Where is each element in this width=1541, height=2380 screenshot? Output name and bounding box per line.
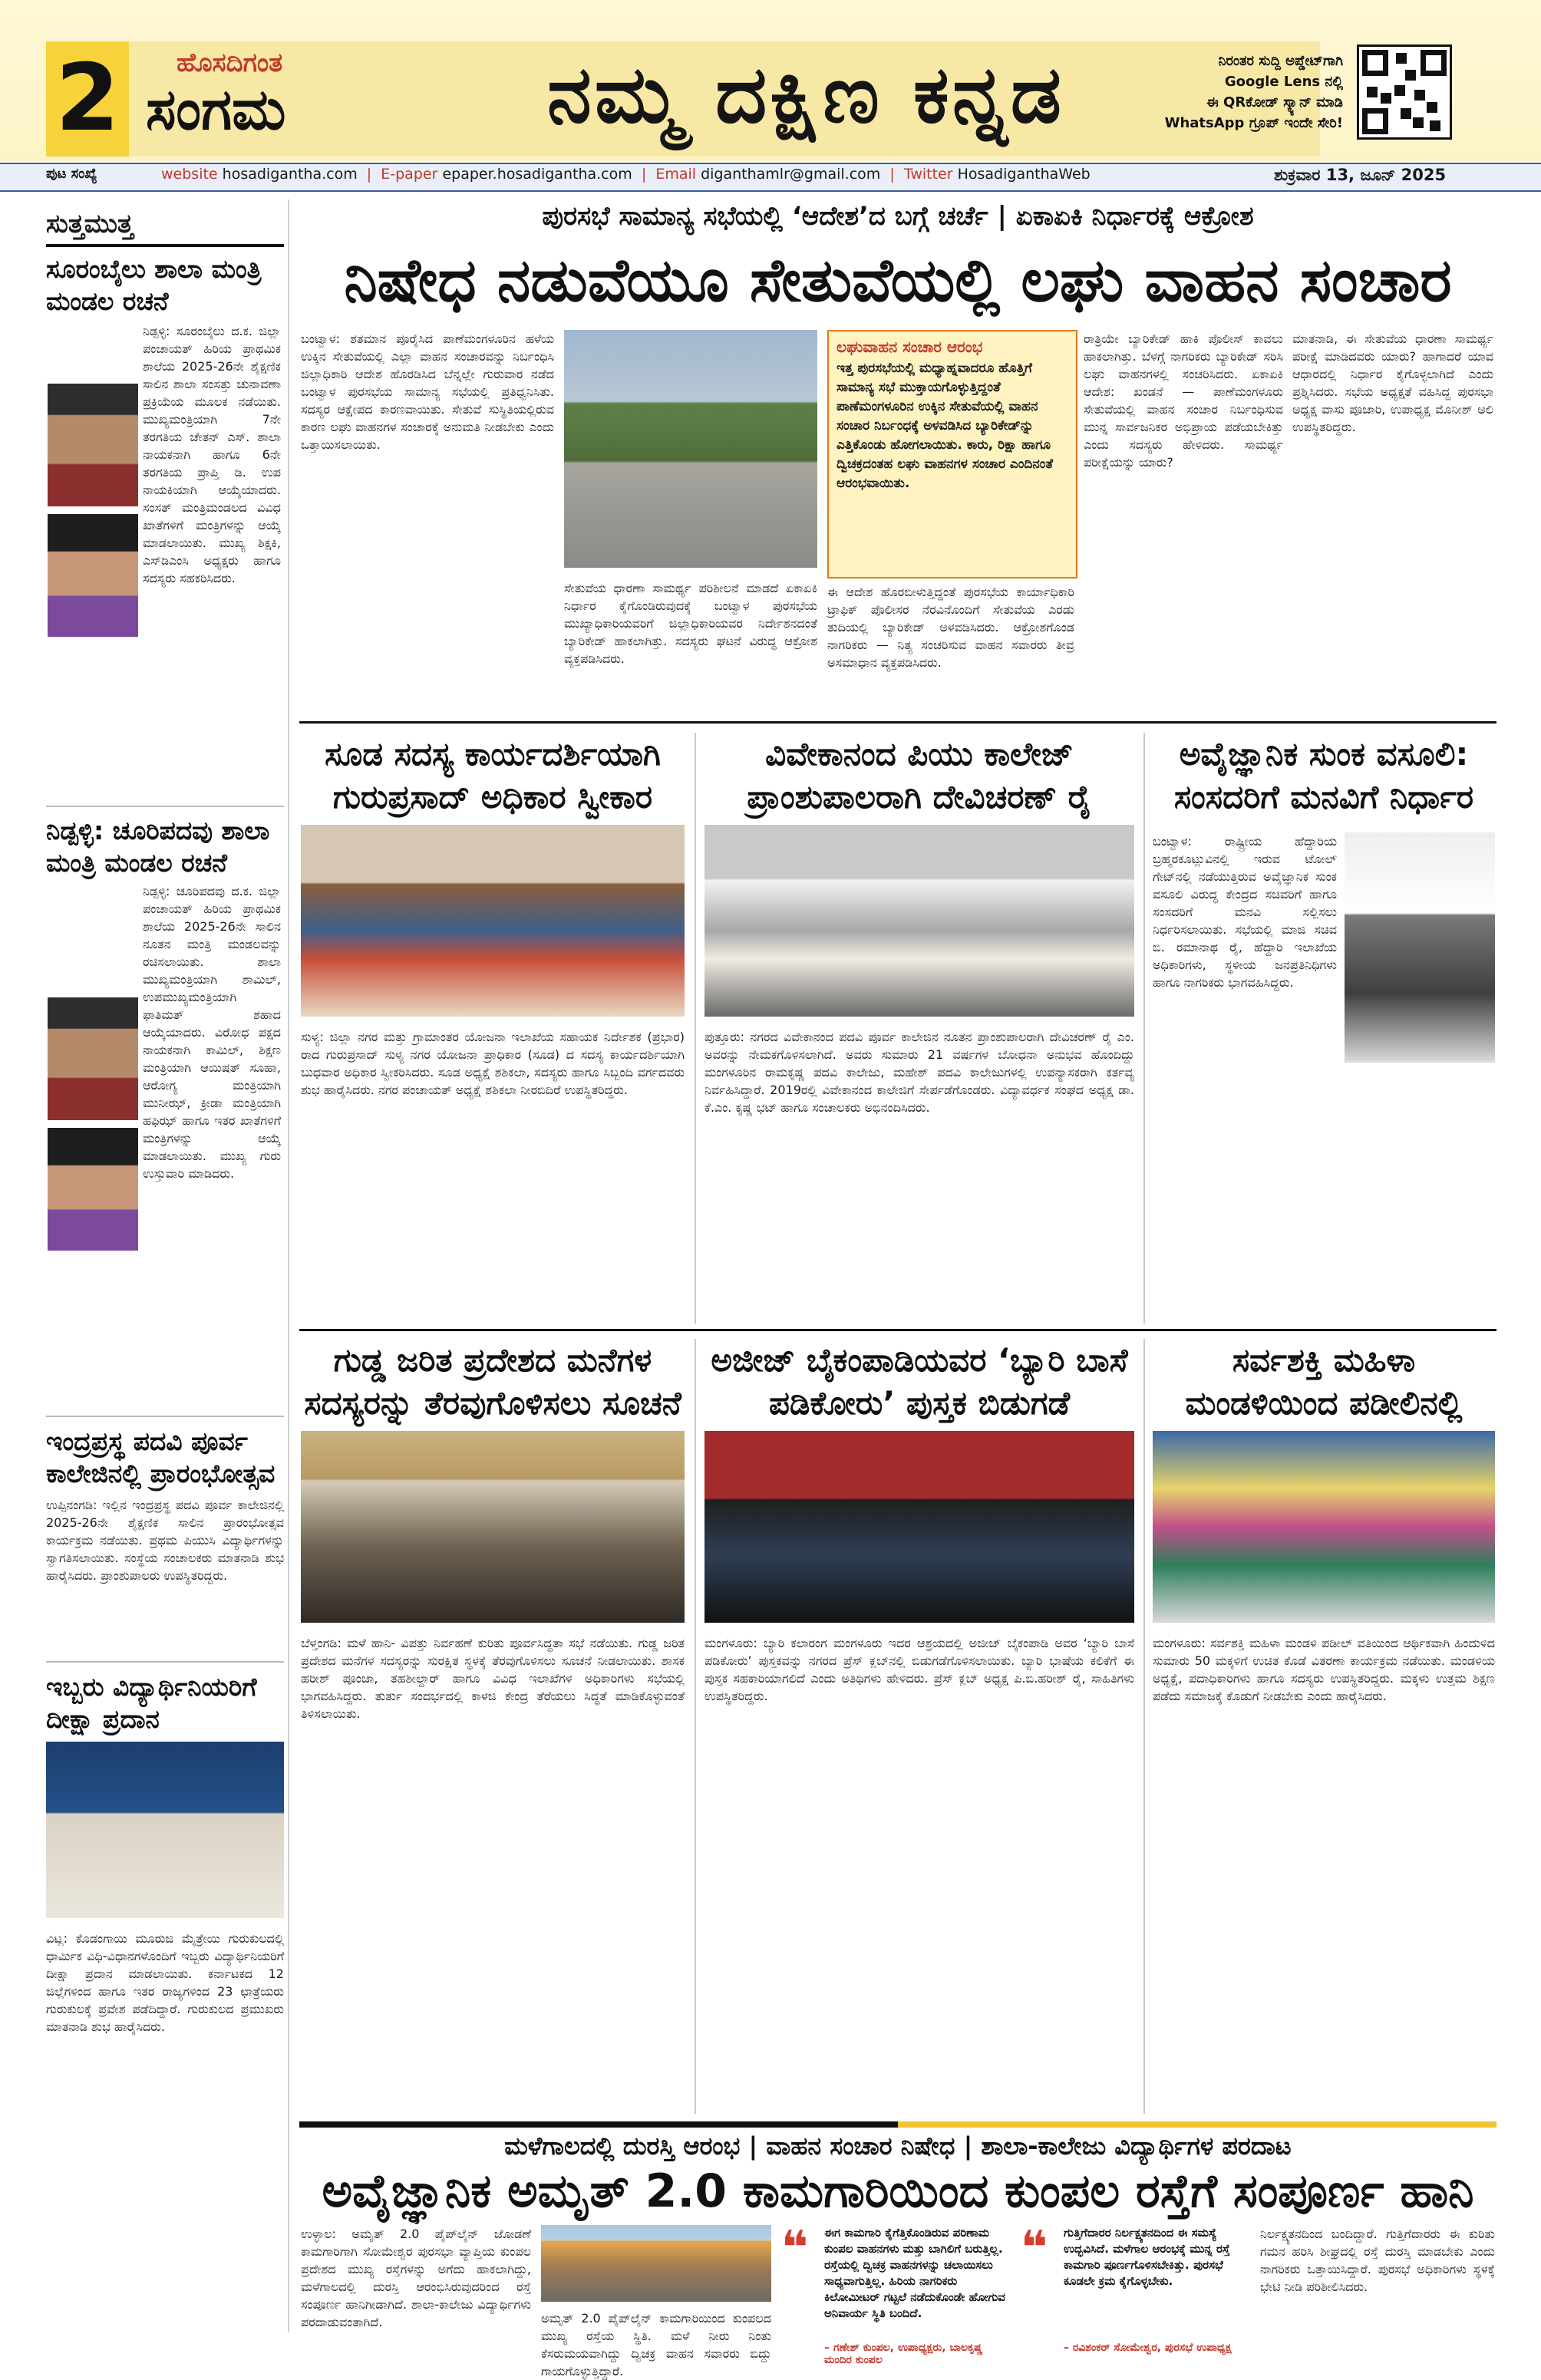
- sidebar-headline[interactable]: ನಿಡ್ಪಳ್ಳಿ: ಚೂರಿಪದವು ಶಾಲಾ ಮಂತ್ರಿ ಮಂಡಲ ರಚನೆ: [46, 816, 270, 878]
- divider: [46, 244, 284, 247]
- story-photo: [1345, 832, 1495, 1063]
- bridge-photo: [564, 330, 817, 568]
- contact-links: website hosadigantha.com | E-paper epaper.hosadigantha.com | Email diganthamlr@gmail.com | Twitter HosadiganthaWeb: [161, 166, 1091, 183]
- divider: [46, 1661, 284, 1663]
- quote-attribution: – ರವಿಶಂಕರ್ ಸೋಮೇಶ್ವರ, ಪುರಸಭೆ ಉಪಾಧ್ಯಕ್ಷ: [1064, 2342, 1232, 2354]
- student-photo: [48, 1128, 138, 1251]
- story-body: ಮಂಗಳೂರು: ಸರ್ವಶಕ್ತಿ ಮಹಿಳಾ ಮಂಡಳಿ ಪಡೀಲ್ ವತಿಯಿಂದ ಆರ್ಥಿಕವಾಗಿ ಹಿಂದುಳಿದ ಸುಮಾರು 50 ಮಕ್ಕಳಿಗೆ ಉಚಿತ ಕೊಡೆ ವಿತರಣಾ ಕಾರ್ಯಕ್ರಮ ನಡೆಯಿತು. ಮಂಡಳಿಯ ಅಧ್ಯಕ್ಷೆ, ಪದಾಧಿಕಾರಿಗಳು ಹಾಗೂ ಸದಸ್ಯರು ಉಪಸ್ಥಿತರಿದ್ದರು. ಮಕ್ಕಳು ಉತ್ತಮ ಶಿಕ್ಷಣ ಪಡೆದು ಸಮಾಜಕ್ಕೆ ಕೊಡುಗೆ ನೀಡಬೇಕು ಎಂದು ಹಾರೈಸಿದರು.: [1153, 1636, 1495, 1703]
- sidebar-story-body: ನಿಡ್ಪಳ್ಳಿ: ಚೂರಿಪದವು ದ.ಕ. ಜಿಲ್ಲಾ ಪಂಚಾಯತ್ ಹಿರಿಯ ಪ್ರಾಥಮಿಕ ಶಾಲೆಯ 2025-26ನೇ ಸಾಲಿನ ನೂತನ ಮಂತ್ರಿ ಮಂಡಲವನ್ನು ರಚಿಸಲಾಯಿತು. ಶಾಲಾ ಮುಖ್ಯಮಂತ್ರಿಯಾಗಿ ಶಾಮಿಲ್, ಉಪಮುಖ್ಯಮಂತ್ರಿಯಾಗಿ ಫಾತಿಮತ್ ಶಹಾದ ಆಯ್ಕೆಯಾದರು. ವಿರೋಧ ಪಕ್ಷದ ನಾಯಕನಾಗಿ ಕಾಮಿಲ್, ಶಿಕ್ಷಣ ಮಂತ್ರಿಯಾಗಿ ಆಯಿಷತ್ ಸೂಹಾ, ಆರೋಗ್ಯ ಮಂತ್ರಿಯಾಗಿ ಮುನೀಝ್, ಕ್ರೀಡಾ ಮಂತ್ರಿಯಾಗಿ ಹಫಿಝ್ ಹಾಗೂ ಇತರ ಖಾತೆಗಳಿಗೆ ಮಂತ್ರಿಗಳನ್ನು ಆಯ್ಕೆ ಮಾಡಲಾಯಿತು. ಮುಖ್ಯ ಗುರು ಉಸ್ತುವಾರಿ ಮಾಡಿದರು.: [143, 884, 281, 1181]
- quote-block: [1021, 2221, 1251, 2371]
- story-body: ಮಂಗಳೂರು: ಬ್ಯಾರಿ ಕಲಾರಂಗ ಮಂಗಳೂರು ಇದರ ಆಶ್ರಯದಲ್ಲಿ ಅಜೀಜ್ ಬೈಕಂಪಾಡಿ ಅವರ ‘ಬ್ಯಾರಿ ಬಾಸೆ ಪಡಿಕೋರು’ ಪುಸ್ತಕವನ್ನು ನಗರದ ಪ್ರೆಸ್ ಕ್ಲಬ್‌ನಲ್ಲಿ ಬಿಡುಗಡೆಗೊಳಿಸಲಾಯಿತು. ಬ್ಯಾರಿ ಭಾಷೆಯ ಕಲಿಕೆಗೆ ಈ ಪುಸ್ತಕ ಸಹಕಾರಿಯಾಗಲಿದೆ ಎಂದು ಅತಿಥಿಗಳು ಹೇಳಿದರು. ಪ್ರೆಸ್ ಕ್ಲಬ್ ಅಧ್ಯಕ್ಷ ಪಿ.ಬಿ.ಹರೀಶ್ ರೈ, ಸಾಹಿತಿಗಳು ಉಪಸ್ಥಿತರಿದ್ದರು.: [705, 1636, 1134, 1703]
- sidebar-headline[interactable]: ಸೂರಂಬೈಲು ಶಾಲಾ ಮಂತ್ರಿ ಮಂಡಲ ರಚನೆ: [46, 254, 262, 316]
- page-number: 2: [46, 41, 129, 157]
- lead-body-col: ಸೇತುವೆಯ ಧಾರಣಾ ಸಾಮರ್ಥ್ಯ ಪರಿಶೀಲನೆ ಮಾಡದೆ ಏಕಾಏಕಿ ನಿರ್ಧಾರ ಕೈಗೊಂಡಿರುವುದಕ್ಕೆ ಬಂಟ್ವಾಳ ಪುರಸಭೆಯ ಮುಖ್ಯಾಧಿಕಾರಿಯವರಿಗೆ ಜಿಲ್ಲಾಧಿಕಾರಿಯವರ ನಿರ್ದೇಶನದಂತೆ ಬ್ಯಾರಿಕೇಡ್ ಹಾಕಲಾಗಿತ್ತು. ಸದಸ್ಯರು ಘಟನೆ ವಿರುದ್ಧ ಆಕ್ರೋಶ ವ್ಯಕ್ತಪಡಿಸಿದರು.: [564, 581, 817, 666]
- lead-headline[interactable]: ನಿಷೇಧ ನಡುವೆಯೂ ಸೇತುವೆಯಲ್ಲಿ ಲಘು ವಾಹನ ಸಂಚಾರ: [344, 246, 1452, 315]
- sidebar-story-body: ಉಪ್ಪಿನಂಗಡಿ: ಇಲ್ಲಿನ ಇಂದ್ರಪ್ರಸ್ಥ ಪದವಿ ಪೂರ್ವ ಕಾಲೇಜಿನಲ್ಲಿ 2025-26ನೇ ಶೈಕ್ಷಣಿಕ ಸಾಲಿನ ಪ್ರಾರಂಭೋತ್ಸವ ಕಾರ್ಯಕ್ರಮ ನಡೆಯಿತು. ಪ್ರಥಮ ಪಿಯುಸಿ ವಿದ್ಯಾರ್ಥಿಗಳನ್ನು ಸ್ವಾಗತಿಸಲಾಯಿತು. ಸಂಸ್ಥೆಯ ಸಂಚಾಲಕರು ಮಾತನಾಡಿ ಶುಭ ಹಾರೈಸಿದರು. ಪ್ರಾಂಶುಪಾಲರು ಉಪಸ್ಥಿತರಿದ್ದರು.: [46, 1498, 284, 1583]
- email-label: Email: [655, 166, 697, 183]
- divider: [299, 2121, 898, 2128]
- epaper-link[interactable]: epaper.hosadigantha.com: [442, 166, 632, 183]
- story-body: ಬೆಳ್ತಂಗಡಿ: ಮಳೆ ಹಾನಿ- ವಿಪತ್ತು ನಿರ್ವಹಣೆ ಕುರಿತು ಪೂರ್ವಸಿದ್ಧತಾ ಸಭೆ ನಡೆಯಿತು. ಗುಡ್ಡ ಜರಿತ ಪ್ರದೇಶದ ಮನೆಗಳ ಸದಸ್ಯರನ್ನು ಸುರಕ್ಷಿತ ಸ್ಥಳಕ್ಕೆ ತೆರವುಗೊಳಿಸಲು ಸೂಚನೆ ನೀಡಲಾಯಿತು. ಶಾಸಕ ಹರೀಶ್ ಪೂಂಜಾ, ತಹಶೀಲ್ದಾರ್ ಹಾಗೂ ವಿವಿಧ ಇಲಾಖೆಗಳ ಅಧಿಕಾರಿಗಳು ಸಭೆಯಲ್ಲಿ ಭಾಗವಹಿಸಿದ್ದರು. ತುರ್ತು ಸಂದರ್ಭದಲ್ಲಿ ಕಾಳಜಿ ಕೇಂದ್ರ ತೆರೆಯಲು ಸಿದ್ಧತೆ ಮಾಡಿಕೊಳ್ಳುವಂತೆ ತಿಳಿಸಲಾಯಿತು.: [301, 1636, 685, 1721]
- story-photo: [1153, 1431, 1495, 1623]
- brand-name: ಹೊಸದಿಗಂತ: [177, 48, 283, 78]
- quote-icon: ❝: [781, 2221, 809, 2275]
- section-title: ನಮ್ಮ ದಕ್ಷಿಣ ಕನ್ನಡ: [547, 48, 1064, 141]
- story-headline[interactable]: ಅಜೀಜ್ ಬೈಕಂಪಾಡಿಯವರ ‘ಬ್ಯಾರಿ ಬಾಸೆ ಪಡಿಕೋರು’ ಪುಸ್ತಕ ಬಿಡುಗಡೆ: [711, 1341, 1128, 1422]
- sidebar-headline[interactable]: ಇಬ್ಬರು ವಿದ್ಯಾರ್ಥಿನಿಯರಿಗೆ ದೀಕ್ಷಾ ಪ್ರದಾನ: [46, 1672, 257, 1734]
- student-photo: [48, 514, 138, 637]
- bottom-body-col: ಉಳ್ಳಾಲ: ಅಮೃತ್ 2.0 ಪೈಪ್‌ಲೈನ್ ಜೋಡಣೆ ಕಾಮಗಾರಿಗಾಗಿ ಸೋಮೇಶ್ವರ ಪುರಸಭಾ ವ್ಯಾಪ್ತಿಯ ಕುಂಪಲ ಪ್ರದೇಶದ ಮುಖ್ಯ ರಸ್ತೆಗಳನ್ನು ಅಗೆದು ಹಾಕಲಾಗಿದ್ದು, ಮಳೆಗಾಲದಲ್ಲಿ ದುರಸ್ತಿ ಆರಂಭಿಸಿರುವುದರಿಂದ ರಸ್ತೆ ಸಂಪೂರ್ಣ ಹಾನಿಗೀಡಾಗಿದೆ. ಶಾಲಾ-ಕಾಲೇಜು ವಿದ್ಯಾರ್ಥಿಗಳು ಪರದಾಡುವಂತಾಗಿದೆ.: [301, 2227, 531, 2329]
- divider: [898, 2121, 1496, 2128]
- qr-note-line: ಈ QRಕೋಡ್ ಸ್ಕ್ಯಾನ್ ಮಾಡಿ: [1206, 94, 1343, 110]
- bottom-body-col: ನಿರ್ಲಕ್ಷ್ಯತನದಿಂದ ಬಂದಿದ್ದಾರೆ. ಗುತ್ತಿಗೆದಾರರು ಈ ಕುರಿತು ಗಮನ ಹರಿಸಿ ಶೀಘ್ರದಲ್ಲಿ ರಸ್ತೆ ದುರಸ್ತಿ ಮಾಡಬೇಕು ಎಂದು ನಾಗರಿಕರು ಒತ್ತಾಯಿಸಿದ್ದಾರೆ. ಪುರಸಭೆ ಅಧಿಕಾರಿಗಳು ಸ್ಥಳಕ್ಕೆ ಭೇಟಿ ನೀಡಿ ಪರಿಶೀಲಿಸಿದರು.: [1260, 2227, 1495, 2294]
- qr-note-line: ನಿರಂತರ ಸುದ್ದಿ ಅಪ್ಡೇಟ್‌ಗಾಗಿ: [1218, 53, 1343, 69]
- qr-note-line: WhatsApp ಗ್ರೂಪ್ ಇಂದೇ ಸೇರಿ!: [1164, 115, 1343, 131]
- story-photo: [705, 825, 1134, 1017]
- student-photo: [48, 384, 138, 506]
- road-damage-photo: [541, 2225, 771, 2302]
- sidebar-story-body: ನಿಡ್ಪಳ್ಳಿ: ಸೂರಂಬೈಲು ದ.ಕ. ಜಿಲ್ಲಾ ಪಂಚಾಯತ್ ಹಿರಿಯ ಪ್ರಾಥಮಿಕ ಶಾಲೆಯ 2025-26ನೇ ಶೈಕ್ಷಣಿಕ ಸಾಲಿನ ಶಾಲಾ ಸಂಸತ್ತು ಚುನಾವಣಾ ಪ್ರಕ್ರಿಯೆಯ ಮೂಲಕ ನಡೆಯಿತು. ಮುಖ್ಯಮಂತ್ರಿಯಾಗಿ 7ನೇ ತರಗತಿಯ ಚೇತನ್ ಎಸ್. ಶಾಲಾ ನಾಯಕನಾಗಿ ಹಾಗೂ 6ನೇ ತರಗತಿಯ ಪ್ರಾಪ್ತಿ ಡಿ. ಉಪ ನಾಯಕಿಯಾಗಿ ಆಯ್ಕೆಯಾದರು. ಸಂಸತ್ ಮಂತ್ರಿಮಂಡಲದ ವಿವಿಧ ಖಾತೆಗಳಿಗೆ ಮಂತ್ರಿಗಳನ್ನು ಆಯ್ಕೆ ಮಾಡಲಾಯಿತು. ಮುಖ್ಯ ಶಿಕ್ಷಕಿ, ಎಸ್‌ಡಿಎಂಸಿ ಅಧ್ಯಕ್ಷರು ಹಾಗೂ ಸದಸ್ಯರು ಸಹಕರಿಸಿದರು.: [143, 324, 281, 585]
- divider: [1143, 733, 1145, 1324]
- divider: [695, 733, 696, 1324]
- epaper-label: E-paper: [381, 166, 438, 183]
- divider: [299, 1329, 1496, 1331]
- lead-body-col: ಬಂಟ್ವಾಳ: ಶತಮಾನ ಪೂರೈಸಿದ ಪಾಣೆಮಂಗಳೂರಿನ ಹಳೆಯ ಉಕ್ಕಿನ ಸೇತುವೆಯಲ್ಲಿ ಎಲ್ಲಾ ವಾಹನ ಸಂಚಾರವನ್ನು ನಿರ್ಬಂಧಿಸಿ ಜಿಲ್ಲಾಧಿಕಾರಿ ಆದೇಶ ಹೊರಡಿಸಿದ ಬೆನ್ನಲ್ಲೇ ಗುರುವಾರ ನಡೆದ ಬಂಟ್ವಾಳ ಪುರಸಭೆಯ ಸಾಮಾನ್ಯ ಸಭೆಯಲ್ಲಿ ಪ್ರತಿಧ್ವನಿಸಿತು. ಸದಸ್ಯರ ಆಕ್ಷೇಪದ ಕಾರಣವಾಯಿತು. ಸೇತುವೆ ಸುಸ್ಥಿತಿಯಲ್ಲಿರುವ ಕಾರಣ ಲಘು ವಾಹನಗಳ ಸಂಚಾರಕ್ಕೆ ಅನುಮತಿ ನೀಡಬೇಕು ಎಂದು ಒತ್ತಾಯಿಸಲಾಯಿತು.: [301, 331, 554, 452]
- divider: [46, 806, 284, 807]
- story-headline[interactable]: ಅವೈಜ್ಞಾನಿಕ ಸುಂಕ ವಸೂಲಿ: ಸಂಸದರಿಗೆ ಮನವಿಗೆ ನಿರ್ಧಾರ: [1173, 735, 1474, 816]
- story-body: ಬಂಟ್ವಾಳ: ರಾಷ್ಟ್ರೀಯ ಹೆದ್ದಾರಿಯ ಬ್ರಹ್ಮರಕೂಟ್ಲುವಿನಲ್ಲಿ ಇರುವ ಟೋಲ್ ಗೇಟ್‌ನಲ್ಲಿ ನಡೆಯುತ್ತಿರುವ ಅವೈಜ್ಞಾನಿಕ ಸುಂಕ ವಸೂಲಿ ವಿರುದ್ಧ ಕೇಂದ್ರದ ಸಚಿವರಿಗೆ ಹಾಗೂ ಸಂಸದರಿಗೆ ಮನವಿ ಸಲ್ಲಿಸಲು ನಿರ್ಧರಿಸಲಾಯಿತು. ಸಭೆಯಲ್ಲಿ ಮಾಜಿ ಸಚಿವ ಬಿ. ರಮಾನಾಥ ರೈ, ಹೆದ್ದಾರಿ ಇಲಾಖೆಯ ಅಧಿಕಾರಿಗಳು, ಸ್ಥಳೀಯ ಜನಪ್ರತಿನಿಧಿಗಳು ಹಾಗೂ ನಾಗರಿಕರು ಭಾಗವಹಿಸಿದ್ದರು.: [1153, 834, 1337, 990]
- sidebar-headline[interactable]: ಇಂದ್ರಪ್ರಸ್ಥ ಪದವಿ ಪೂರ್ವ ಕಾಲೇಜಿನಲ್ಲಿ ಪ್ರಾರಂಭೋತ್ಸವ: [46, 1426, 276, 1488]
- highlight-body: ಇತ್ತ ಪುರಸಭೆಯಲ್ಲಿ ಮಧ್ಯಾಹ್ನವಾದರೂ ಹೊತ್ತಿಗೆ ಸಾಮಾನ್ಯ ಸಭೆ ಮುಕ್ತಾಯಗೊಳ್ಳುತ್ತಿದ್ದಂತೆ ಪಾಣೆಮಂಗಳೂರಿನ ಉಕ್ಕಿನ ಸೇತುವೆಯಲ್ಲಿ ವಾಹನ ಸಂಚಾರ ನಿರ್ಬಂಧಕ್ಕೆ ಅಳವಡಿಸಿದ ಬ್ಯಾರಿಕೇಡ್‌ನ್ನು ಎತ್ತಿಕೊಂಡು ಹೋಗಲಾಯಿತು. ಕಾರು, ರಿಕ್ಷಾ ಹಾಗೂ ದ್ವಿಚಕ್ರದಂತಹ ಲಘು ವಾಹನಗಳ ಸಂಚಾರ ಎಂದಿನಂತೆ ಆರಂಭವಾಯಿತು.: [836, 361, 1054, 491]
- story-headline[interactable]: ಸೂಡ ಸದಸ್ಯ ಕಾರ್ಯದರ್ಶಿಯಾಗಿ ಗುರುಪ್ರಸಾದ್ ಅಧಿಕಾರ ಸ್ವೀಕಾರ: [325, 735, 661, 816]
- story-photo: [301, 825, 685, 1017]
- quote-icon: ❝: [1021, 2221, 1048, 2275]
- qr-note: [1143, 51, 1343, 134]
- story-headline[interactable]: ಗುಡ್ಡ ಜರಿತ ಪ್ರದೇಶದ ಮನೆಗಳ ಸದಸ್ಯರನ್ನು ತೆರವುಗೊಳಿಸಲು ಸೂಚನೆ: [304, 1341, 681, 1422]
- divider: [1143, 1339, 1145, 2114]
- story-body: ಸುಳ್ಯ: ಜಿಲ್ಲಾ ನಗರ ಮತ್ತು ಗ್ರಾಮಾಂತರ ಯೋಜನಾ ಇಲಾಖೆಯ ಸಹಾಯಕ ನಿರ್ದೇಶಕ (ಪ್ರಭಾರ) ರಾದ ಗುರುಪ್ರಸಾದ್ ಸುಳ್ಯ ನಗರ ಯೋಜನಾ ಪ್ರಾಧಿಕಾರ (ಸೂಡ) ದ ಸದಸ್ಯ ಕಾರ್ಯದರ್ಶಿಯಾಗಿ ಬುಧವಾರ ಅಧಿಕಾರ ಸ್ವೀಕರಿಸಿದರು. ಸೂಡ ಅಧ್ಯಕ್ಷೆ ಶಶಿಕಲಾ, ಸದಸ್ಯರು ಹಾಗೂ ಸಿಬ್ಬಂದಿ ವರ್ಗದವರು ಶುಭ ಹಾರೈಸಿದರು. ನಗರ ಪಂಚಾಯತ್ ಅಧ್ಯಕ್ಷೆ ಶಶಿಕಲಾ ನೀರಬಿದಿರೆ ಉಪಸ್ಥಿತರಿದ್ದರು.: [301, 1030, 685, 1097]
- story-body: ಪುತ್ತೂರು: ನಗರದ ವಿವೇಕಾನಂದ ಪದವಿ ಪೂರ್ವ ಕಾಲೇಜಿನ ನೂತನ ಪ್ರಾಂಶುಪಾಲರಾಗಿ ದೇವಿಚರಣ್ ರೈ ಎಂ. ಅವರನ್ನು ನೇಮಕಗೊಳಿಸಲಾಗಿದೆ. ಅವರು ಸುಮಾರು 21 ವರ್ಷಗಳ ಬೋಧನಾ ಅನುಭವ ಹೊಂದಿದ್ದು ಮಂಗಳೂರಿನ ರಾಮಕೃಷ್ಣ ಪದವಿ ಕಾಲೇಜು, ಮಹೇಶ್ ಪದವಿ ಕಾಲೇಜುಗಳಲ್ಲಿ ಉಪನ್ಯಾಸಕರಾಗಿ ಕರ್ತವ್ಯ ನಿರ್ವಹಿಸಿದ್ದಾರೆ. 2019ರಲ್ಲಿ ವಿವೇಕಾನಂದ ಕಾಲೇಜಿಗೆ ಸೇರ್ಪಡೆಗೊಂಡರು. ವಿದ್ಯಾವರ್ಧಕ ಸಂಘದ ಅಧ್ಯಕ್ಷ ಡಾ. ಕೆ.ಎಂ. ಕೃಷ್ಣ ಭಟ್ ಹಾಗೂ ಸಂಚಾಲಕರು ಅಭಿನಂದಿಸಿದರು.: [705, 1030, 1134, 1115]
- bottom-kicker: ಮಳೆಗಾಲದಲ್ಲಿ ದುರಸ್ತಿ ಆರಂಭ | ವಾಹನ ಸಂಚಾರ ನಿಷೇಧ | ಶಾಲಾ-ಕಾಲೇಜು ವಿದ್ಯಾರ್ಥಿಗಳ ಪರದಾಟ: [504, 2131, 1292, 2161]
- bottom-body-col: ಅಮೃತ್ 2.0 ಪೈಪ್‌ಲೈನ್ ಕಾಮಗಾರಿಯಿಂದ ಕುಂಪಲದ ಮುಖ್ಯ ರಸ್ತೆಯ ಸ್ಥಿತಿ. ಮಳೆ ನೀರು ನಿಂತು ಕೆಸರುಮಯವಾಗಿದ್ದು ದ್ವಿಚಕ್ರ ವಾಹನ ಸವಾರರು ಬಿದ್ದು ಗಾಯಗೊಳ್ಳುತ್ತಿದ್ದಾರೆ.: [541, 2311, 771, 2378]
- issue-date: ಶುಕ್ರವಾರ 13, ಜೂನ್ 2025: [1274, 166, 1447, 184]
- divider: [299, 721, 1496, 724]
- lead-body-col: ಈ ಆದೇಶ ಹೊರಬೀಳುತ್ತಿದ್ದಂತೆ ಪುರಸಭೆಯ ಕಾರ್ಯಾಧಿಕಾರಿ ಟ್ರಾಫಿಕ್ ಪೊಲೀಸರ ನೆರವಿನೊಂದಿಗೆ ಸೇತುವೆಯ ಎರಡು ತುದಿಯಲ್ಲಿ ಬ್ಯಾರಿಕೇಡ್ ಅಳವಡಿಸಿದರು. ಆಕ್ರೋಶಗೊಂಡ ನಾಗರಿಕರು — ನಿತ್ಯ ಸಂಚರಿಸುವ ವಾಹನ ಸವಾರರು ತೀವ್ರ ಅಸಮಾಧಾನ ವ್ಯಕ್ತಪಡಿಸಿದರು.: [827, 585, 1074, 670]
- brand-supplement: ಸಂಗಮ: [146, 77, 286, 143]
- student-photo: [48, 997, 138, 1120]
- bottom-headline[interactable]: ಅವೈಜ್ಞಾನಿಕ ಅಮೃತ್ 2.0 ಕಾಮಗಾರಿಯಿಂದ ಕುಂಪಲ ರಸ್ತೆಗೆ ಸಂಪೂರ್ಣ ಹಾನಿ: [322, 2164, 1474, 2218]
- website-link[interactable]: hosadigantha.com: [222, 166, 358, 183]
- lead-body-col: ಮಾತನಾಡಿ, ಈ ಸೇತುವೆಯ ಧಾರಣಾ ಸಾಮರ್ಥ್ಯ ಪರೀಕ್ಷೆ ಮಾಡಿದವರು ಯಾರು? ಹಾಗಾದರೆ ಯಾವ ಆಧಾರದಲ್ಲಿ ನಿರ್ಧಾರ ಕೈಗೊಳ್ಳಲಾಗಿದೆ ಎಂದು ಪ್ರಶ್ನಿಸಿದರು. ಸಭೆಯ ಅಧ್ಯಕ್ಷತೆ ವಹಿಸಿದ್ದ ಪುರಸಭಾ ಅಧ್ಯಕ್ಷ ವಾಸು ಪೂಜಾರಿ, ಉಪಾಧ್ಯಕ್ಷ ಮೊನೀಶ್ ಅಲಿ ಉಪಸ್ಥಿತರಿದ್ದರು.: [1292, 331, 1493, 434]
- twitter-link[interactable]: HosadiganthaWeb: [957, 166, 1091, 183]
- sidebar-story-body: ವಿಟ್ಲ: ಕೊಡಂಗಾಯಿ ಮೂರುಜಿ ಮೈತ್ರೇಯಿ ಗುರುಕುಲದಲ್ಲಿ ಧಾರ್ಮಿಕ ವಿಧಿ-ವಿಧಾನಗಳೊಂದಿಗೆ ಇಬ್ಬರು ವಿದ್ಯಾರ್ಥಿನಿಯರಿಗೆ ದೀಕ್ಷಾ ಪ್ರದಾನ ಮಾಡಲಾಯಿತು. ಕರ್ನಾಟಕದ 12 ಜಿಲ್ಲೆಗಳಿಂದ ಹಾಗೂ ಇತರ ರಾಜ್ಯಗಳಿಂದ 23 ಛಾತ್ರೆಯರು ಗುರುಕುಲಕ್ಕೆ ಪ್ರವೇಶ ಪಡೆದಿದ್ದಾರೆ. ಗುರುಕುಲದ ಪ್ರಮುಖರು ಮಾತನಾಡಿ ಶುಭ ಹಾರೈಸಿದರು.: [46, 1931, 284, 2034]
- qr-code-icon[interactable]: [1357, 45, 1452, 140]
- sidebar-title: ಸುತ್ತಮುತ್ತ: [46, 209, 134, 239]
- ceremony-photo: [46, 1742, 284, 1918]
- story-photo: [705, 1431, 1134, 1623]
- divider: [695, 1339, 696, 2114]
- email-link[interactable]: diganthamlr@gmail.com: [701, 166, 881, 183]
- lead-highlight-box: [827, 330, 1077, 579]
- highlight-title: ಲಘುವಾಹನ ಸಂಚಾರ ಆರಂಭ: [836, 338, 983, 356]
- website-label: website: [161, 166, 218, 183]
- quote-text: ಗುತ್ತಿಗೆದಾರರ ನಿರ್ಲಕ್ಷ್ಯತನದಿಂದ ಈ ಸಮಸ್ಯೆ ಉದ್ಭವಿಸಿದೆ. ಮಳೆಗಾಲ ಆರಂಭಕ್ಕೆ ಮುನ್ನ ರಸ್ತೆ ಕಾಮಗಾರಿ ಪೂರ್ಣಗೊಳಿಸಬೇಕಿತ್ತು. ಪುರಸಭೆ ಕೂಡಲೇ ಕ್ರಮ ಕೈಗೊಳ್ಳಬೇಕು.: [1064, 2226, 1230, 2288]
- quote-block: [781, 2221, 1011, 2371]
- quote-attribution: – ಗಣೇಶ್ ಕುಂಪಲ, ಉಪಾಧ್ಯಕ್ಷರು, ಬಾಲಕೃಷ್ಣ ಮಂದಿರ ಕುಂಪಲ: [824, 2342, 983, 2366]
- qr-note-line: Google Lens ನಲ್ಲಿ: [1224, 74, 1343, 90]
- story-headline[interactable]: ವಿವೇಕಾನಂದ ಪಿಯು ಕಾಲೇಜ್ ಪ್ರಾಂಶುಪಾಲರಾಗಿ ದೇವಿಚರಣ್ ರೈ: [747, 735, 1092, 816]
- lead-body-col: ರಾತ್ರಿಯೇ ಬ್ಯಾರಿಕೇಡ್ ಹಾಕಿ ಪೊಲೀಸ್ ಕಾವಲು ಹಾಕಲಾಗಿತ್ತು. ಬೆಳಗ್ಗೆ ನಾಗರಿಕರು ಬ್ಯಾರಿಕೇಡ್ ಸರಿಸಿ ಲಘು ವಾಹನಗಳಲ್ಲಿ ಸಂಚರಿಸಿದರು. ಏಕಾಏಕಿ ಆದೇಶ: ಖಂಡನೆ — ಪಾಣೆಮಂಗಳೂರು ಸೇತುವೆಯಲ್ಲಿ ವಾಹನ ಸಂಚಾರ ನಿರ್ಬಂಧಿಸುವ ಮುನ್ನ ಸಾರ್ವಜನಿಕರ ಅಭಿಪ್ರಾಯ ಪಡೆಯಬೇಕಿತ್ತು ಎಂದು ಸದಸ್ಯರು ಹೇಳಿದರು. ಸಾಮರ್ಥ್ಯ ಪರೀಕ್ಷೆಯನ್ನು ಯಾರು?: [1084, 331, 1283, 470]
- lead-kicker: ಪುರಸಭೆ ಸಾಮಾನ್ಯ ಸಭೆಯಲ್ಲಿ ‘ಆದೇಶ’ದ ಬಗ್ಗೆ ಚರ್ಚೆ | ಏಕಾಏಕಿ ನಿರ್ಧಾರಕ್ಕೆ ಆಕ್ರೋಶ: [542, 201, 1254, 232]
- twitter-label: Twitter: [903, 166, 953, 183]
- edition-label: ಪುಟ ಸಂಖ್ಯೆ: [46, 166, 97, 182]
- story-photo: [301, 1431, 685, 1623]
- quote-text: ಈಗ ಕಾಮಗಾರಿ ಕೈಗೆತ್ತಿಕೊಂಡಿರುವ ಪರಿಣಾಮ ಕುಂಪಲ ವಾಹನಗಳು ಮತ್ತು ಬಾಗಿಲಿಗೆ ಬರುತ್ತಿಲ್ಲ. ರಸ್ತೆಯಲ್ಲಿ ದ್ವಿಚಕ್ರ ವಾಹನಗಳನ್ನು ಚಲಾಯಿಸಲು ಸಾಧ್ಯವಾಗುತ್ತಿಲ್ಲ. ಹಿರಿಯ ನಾಗರಿಕರು ಕಿಲೋಮೀಟರ್ ಗಟ್ಟಲೆ ನಡೆದುಕೊಂಡೇ ಹೋಗುವ ಅನಿವಾರ್ಯ ಸ್ಥಿತಿ ಬಂದಿದೆ.: [824, 2226, 1005, 2320]
- story-headline[interactable]: ಸರ್ವಶಕ್ತಿ ಮಹಿಳಾ ಮಂಡಳಿಯಿಂದ ಪಡೀಲಿನಲ್ಲಿ: [1185, 1341, 1463, 1422]
- divider: [46, 1416, 284, 1417]
